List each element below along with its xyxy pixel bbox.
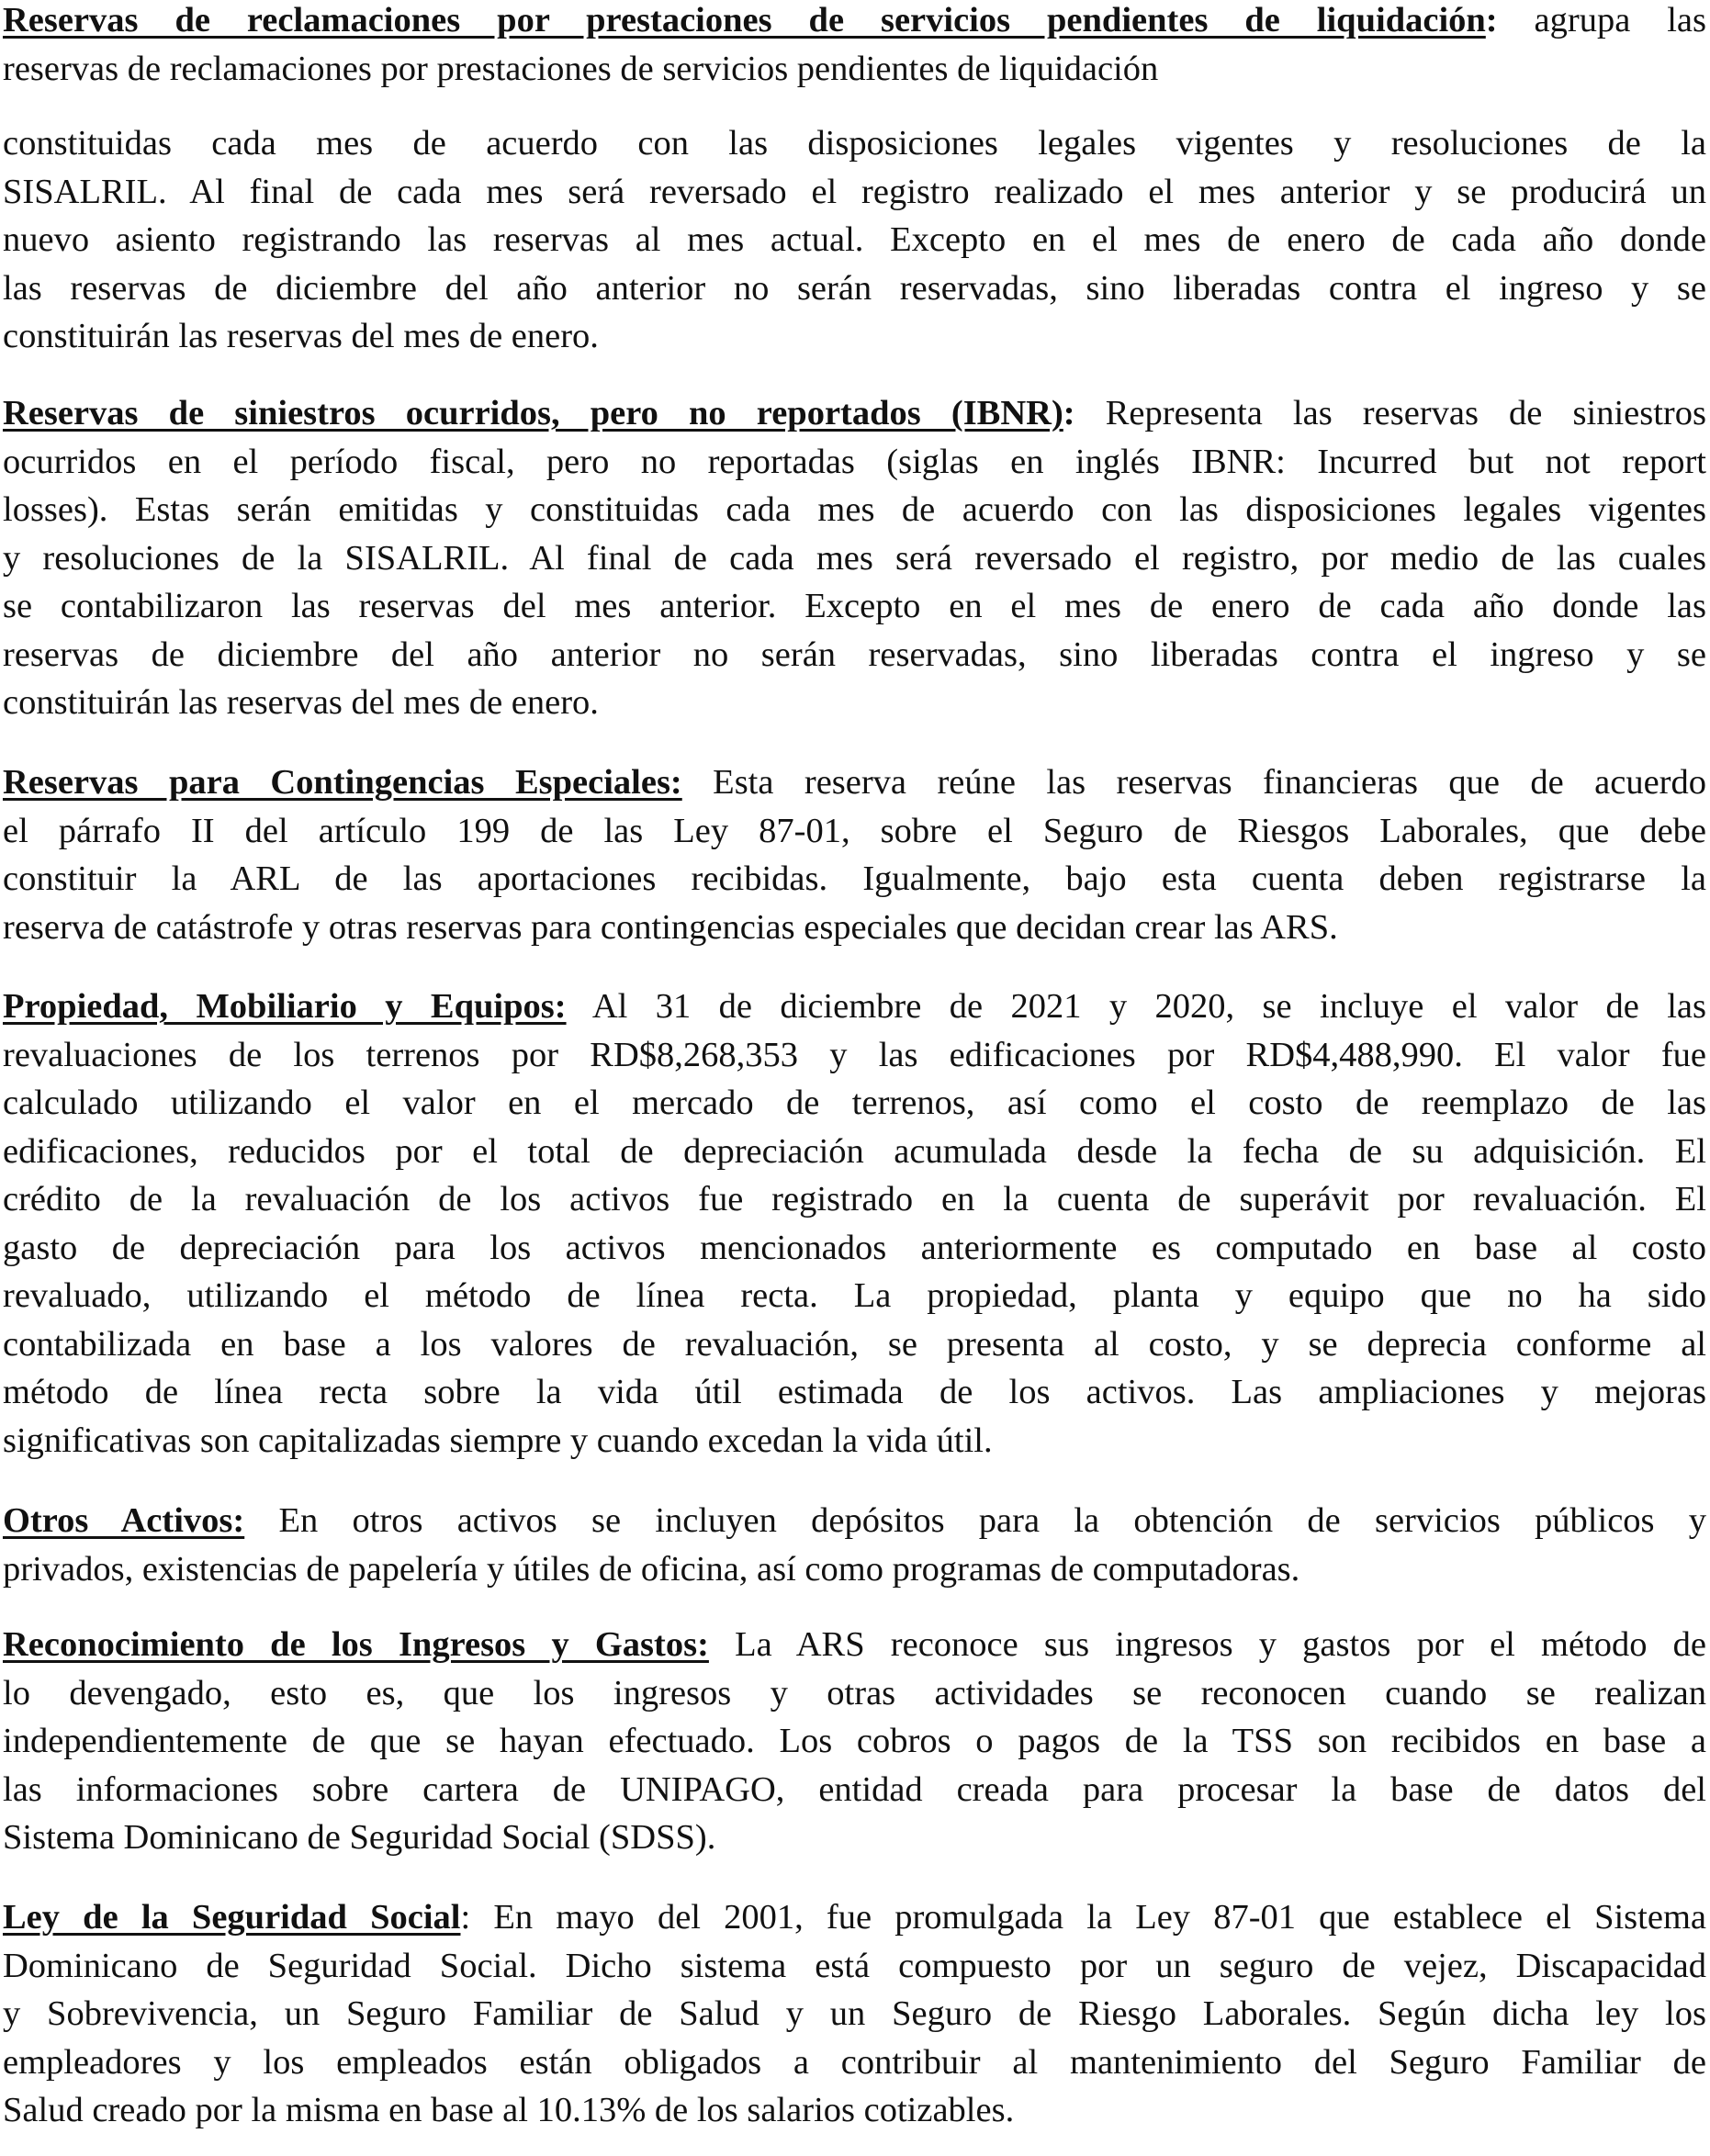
text-line: Salud creado por la misma en base al 10.13% de los salarios cotizables. xyxy=(3,2091,1015,2129)
section-heading: Reservas para Contingencias Especiales: xyxy=(3,763,682,802)
paragraph-propiedad-mobiliario-equipos xyxy=(3,983,1706,1465)
text-line xyxy=(3,1621,1706,1669)
text-line: calculado utilizando el valor en el mercado de terrenos, así como el costo de reemplazo de las xyxy=(3,1084,1706,1122)
text-line: ocurridos en el período fiscal, pero no reportadas (siglas en inglés IBNR: Incurred but not report xyxy=(3,442,1706,481)
body-text: agrupa las xyxy=(1497,1,1706,39)
section-heading: Reservas de reclamaciones por prestaciones de servicios pendientes de liquidación xyxy=(3,1,1486,39)
text-line: reservas de reclamaciones por prestaciones de servicios pendientes de liquidación xyxy=(3,49,1159,88)
text-line: constituir la ARL de las aportaciones recibidas. Igualmente, bajo esta cuenta deben registrarse la xyxy=(3,859,1706,898)
paragraph-otros-activos xyxy=(3,1497,1706,1593)
heading-colon: : xyxy=(460,1898,471,1937)
text-line: revaluado, utilizando el método de línea recta. La propiedad, planta y equipo que no ha sido xyxy=(3,1276,1706,1315)
text-line: significativas son capitalizadas siempre y cuando excedan la vida útil. xyxy=(3,1420,993,1460)
section-heading: Reservas de siniestros ocurridos, pero no reportados (IBNR) xyxy=(3,394,1063,432)
section-heading: Reconocimiento de los Ingresos y Gastos: xyxy=(3,1625,709,1664)
text-line: revaluaciones de los terrenos por RD$8,268,353 y las edificaciones por RD$4,488,990. El valor fue xyxy=(3,1035,1706,1074)
text-line: constituirán las reservas del mes de enero. xyxy=(3,683,599,722)
text-line: reservas de diciembre del año anterior no serán reservadas, sino liberadas contra el ingreso y se xyxy=(3,634,1706,674)
text-line xyxy=(3,389,1706,438)
text-line: las informaciones sobre cartera de UNIPAGO, entidad creada para procesar la base de datos del xyxy=(3,1769,1706,1809)
text-line: losses). Estas serán emitidas y constituidas cada mes de acuerdo con las disposiciones legales vigentes xyxy=(3,490,1706,529)
text-line: gasto de depreciación para los activos mencionados anteriormente es computado en base al costo xyxy=(3,1228,1706,1267)
text-line: independientemente de que se hayan efectuado. Los cobros o pagos de la TSS son recibidos en base a xyxy=(3,1722,1706,1760)
text-line: nuevo asiento registrando las reservas al mes actual. Excepto en el mes de enero de cada año donde xyxy=(3,220,1706,259)
text-line: método de línea recta sobre la vida útil estimada de los activos. Las ampliaciones y mejoras xyxy=(3,1373,1706,1411)
body-text: Representa las reservas de siniestros xyxy=(1074,394,1706,432)
text-line: el párrafo II del artículo 199 de las Ley 87-01, sobre el Seguro de Riesgos Laborales, que debe xyxy=(3,811,1706,850)
body-text: Al 31 de diciembre de 2021 y 2020, se incluye el valor de las xyxy=(566,987,1706,1026)
heading-colon: : xyxy=(1485,1,1498,39)
text-line xyxy=(3,758,1706,807)
body-text: En mayo del 2001, fue promulgada la Ley 87-01 que establece el Sistema xyxy=(470,1898,1706,1937)
paragraph-reconocimiento-ingresos-gastos xyxy=(3,1621,1706,1862)
paragraph-reservas-reclamaciones xyxy=(3,0,1706,93)
section-heading: Propiedad, Mobiliario y Equipos: xyxy=(3,987,567,1026)
text-line: SISALRIL. Al final de cada mes será reversado el registro realizado el mes anterior y se producirá un xyxy=(3,172,1706,211)
text-line xyxy=(3,1497,1706,1545)
section-heading: Ley de la Seguridad Social xyxy=(3,1898,461,1937)
body-text: Esta reserva reúne las reservas financieras que de acuerdo xyxy=(681,763,1706,802)
text-line: Sistema Dominicano de Seguridad Social (SDSS). xyxy=(3,1818,716,1857)
text-line: Dominicano de Seguridad Social. Dicho sistema está compuesto por un seguro de vejez, Discapacidad xyxy=(3,1946,1706,1985)
text-line: contabilizada en base a los valores de revaluación, se presenta al costo, y se deprecia conforme al xyxy=(3,1324,1706,1364)
text-line: constituirán las reservas del mes de enero. xyxy=(3,317,599,355)
text-line: y Sobrevivencia, un Seguro Familiar de Salud y un Seguro de Riesgo Laborales. Según dicha ley los xyxy=(3,1994,1706,2033)
text-line: y resoluciones de la SISALRIL. Al final de cada mes será reversado el registro, por medio de las cuales xyxy=(3,538,1706,578)
text-line: reserva de catástrofe y otras reservas para contingencias especiales que decidan crear las ARS. xyxy=(3,907,1338,947)
text-line: privados, existencias de papelería y útiles de oficina, así como programas de computadoras. xyxy=(3,1549,1300,1589)
text-line: se contabilizaron las reservas del mes anterior. Excepto en el mes de enero de cada año donde las xyxy=(3,587,1706,625)
text-line xyxy=(3,1893,1706,1942)
heading-colon: : xyxy=(1063,394,1075,432)
text-line: edificaciones, reducidos por el total de depreciación acumulada desde la fecha de su adquisición. El xyxy=(3,1131,1706,1171)
text-line: las reservas de diciembre del año anterior no serán reservadas, sino liberadas contra el ingreso y se xyxy=(3,268,1706,308)
text-line: crédito de la revaluación de los activos fue registrado en la cuenta de superávit por revaluación. El xyxy=(3,1180,1706,1218)
paragraph-contingencias-especiales xyxy=(3,758,1706,951)
paragraph-ley-seguridad-social xyxy=(3,1893,1706,2135)
paragraph-reservas-ibnr xyxy=(3,389,1706,727)
body-text: En otros activos se incluyen depósitos para la obtención de servicios públicos y xyxy=(244,1501,1707,1540)
text-line: lo devengado, esto es, que los ingresos y otras actividades se reconocen cuando se realizan xyxy=(3,1673,1706,1712)
text-line xyxy=(3,0,1706,45)
text-line: empleadores y los empleados están obligados a contribuir al mantenimiento del Seguro Familiar de xyxy=(3,2042,1706,2082)
body-text: La ARS reconoce sus ingresos y gastos por el método de xyxy=(708,1625,1706,1664)
text-line: constituidas cada mes de acuerdo con las disposiciones legales vigentes y resoluciones de la xyxy=(3,124,1706,163)
text-line xyxy=(3,983,1706,1031)
section-heading: Otros Activos: xyxy=(3,1501,245,1540)
paragraph-reservas-continuacion xyxy=(3,119,1706,361)
